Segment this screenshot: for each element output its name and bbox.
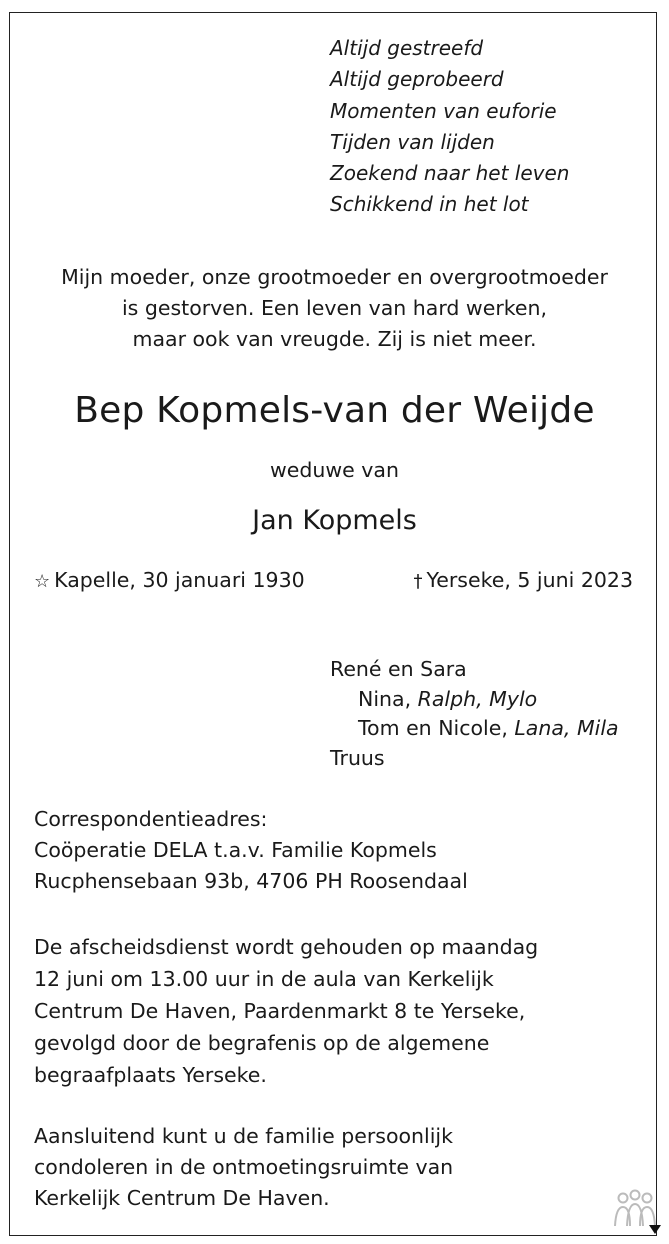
poem-line: Momenten van euforie xyxy=(330,98,557,123)
correspondence-line: Coöperatie DELA t.a.v. Familie Kopmels xyxy=(34,838,437,862)
triangle-down-icon[interactable] xyxy=(648,1222,662,1236)
family-line xyxy=(330,685,619,715)
service-line: begraafplaats Yerseke. xyxy=(34,1063,267,1087)
poem-line: Altijd gestreefd xyxy=(330,36,484,60)
family-line: René en Sara xyxy=(330,657,467,681)
correspondence-address xyxy=(34,804,468,897)
star-icon: ☆ xyxy=(34,571,51,592)
condolence-line: condoleren in de ontmoetingsruimte van xyxy=(34,1155,454,1179)
poem-line: Altijd geprobeerd xyxy=(330,67,504,92)
service-line: De afscheidsdienst wordt gehouden op maandag xyxy=(34,935,539,959)
condolence-details xyxy=(34,1121,453,1214)
family-italic: Ralph, Mylo xyxy=(411,686,538,711)
correspondence-line: Rucphensebaan 93b, 4706 PH Roosendaal xyxy=(34,869,468,893)
service-details xyxy=(34,931,538,1091)
spouse-name: Jan Kopmels xyxy=(252,505,417,536)
cross-icon: † xyxy=(413,571,423,592)
poem-line: Tijden van lijden xyxy=(330,129,495,154)
poem-line: Schikkend in het lot xyxy=(330,192,529,217)
family-name: Tom en Nicole, xyxy=(358,716,508,740)
family-list xyxy=(330,655,619,773)
poem xyxy=(330,33,569,221)
intro-text xyxy=(0,262,669,355)
poem-line: Zoekend naar het leven xyxy=(330,161,570,186)
family-line: Truus xyxy=(330,745,385,770)
family-line xyxy=(330,714,619,744)
deceased-name: Bep Kopmels-van der Weijde xyxy=(74,390,595,431)
widow-label: weduwe van xyxy=(270,458,399,482)
death-text: Yerseke, 5 juni 2023 xyxy=(426,568,633,592)
service-line: Centrum De Haven, Paardenmarkt 8 te Yerseke, xyxy=(34,999,526,1023)
family-name: Nina, xyxy=(358,686,412,711)
family-italic: Lana, Mila xyxy=(507,716,619,740)
service-line: gevolgd door de begrafenis op de algemene xyxy=(34,1031,490,1055)
death-info xyxy=(413,568,633,592)
condolence-line: Kerkelijk Centrum De Haven. xyxy=(34,1186,330,1210)
intro-line: is gestorven. Een leven van hard werken, xyxy=(121,296,548,320)
birth-text: Kapelle, 30 januari 1930 xyxy=(54,568,305,592)
correspondence-line: Correspondentieadres: xyxy=(34,807,268,831)
birth-info xyxy=(34,568,305,592)
intro-line: maar ook van vreugde. Zij is niet meer. xyxy=(132,327,537,351)
service-line: 12 juni om 13.00 uur in de aula van Kerkelijk xyxy=(34,967,494,991)
condolence-line: Aansluitend kunt u de familie persoonlijk xyxy=(34,1124,453,1148)
intro-line: Mijn moeder, onze grootmoeder en overgrootmoeder xyxy=(61,265,608,289)
